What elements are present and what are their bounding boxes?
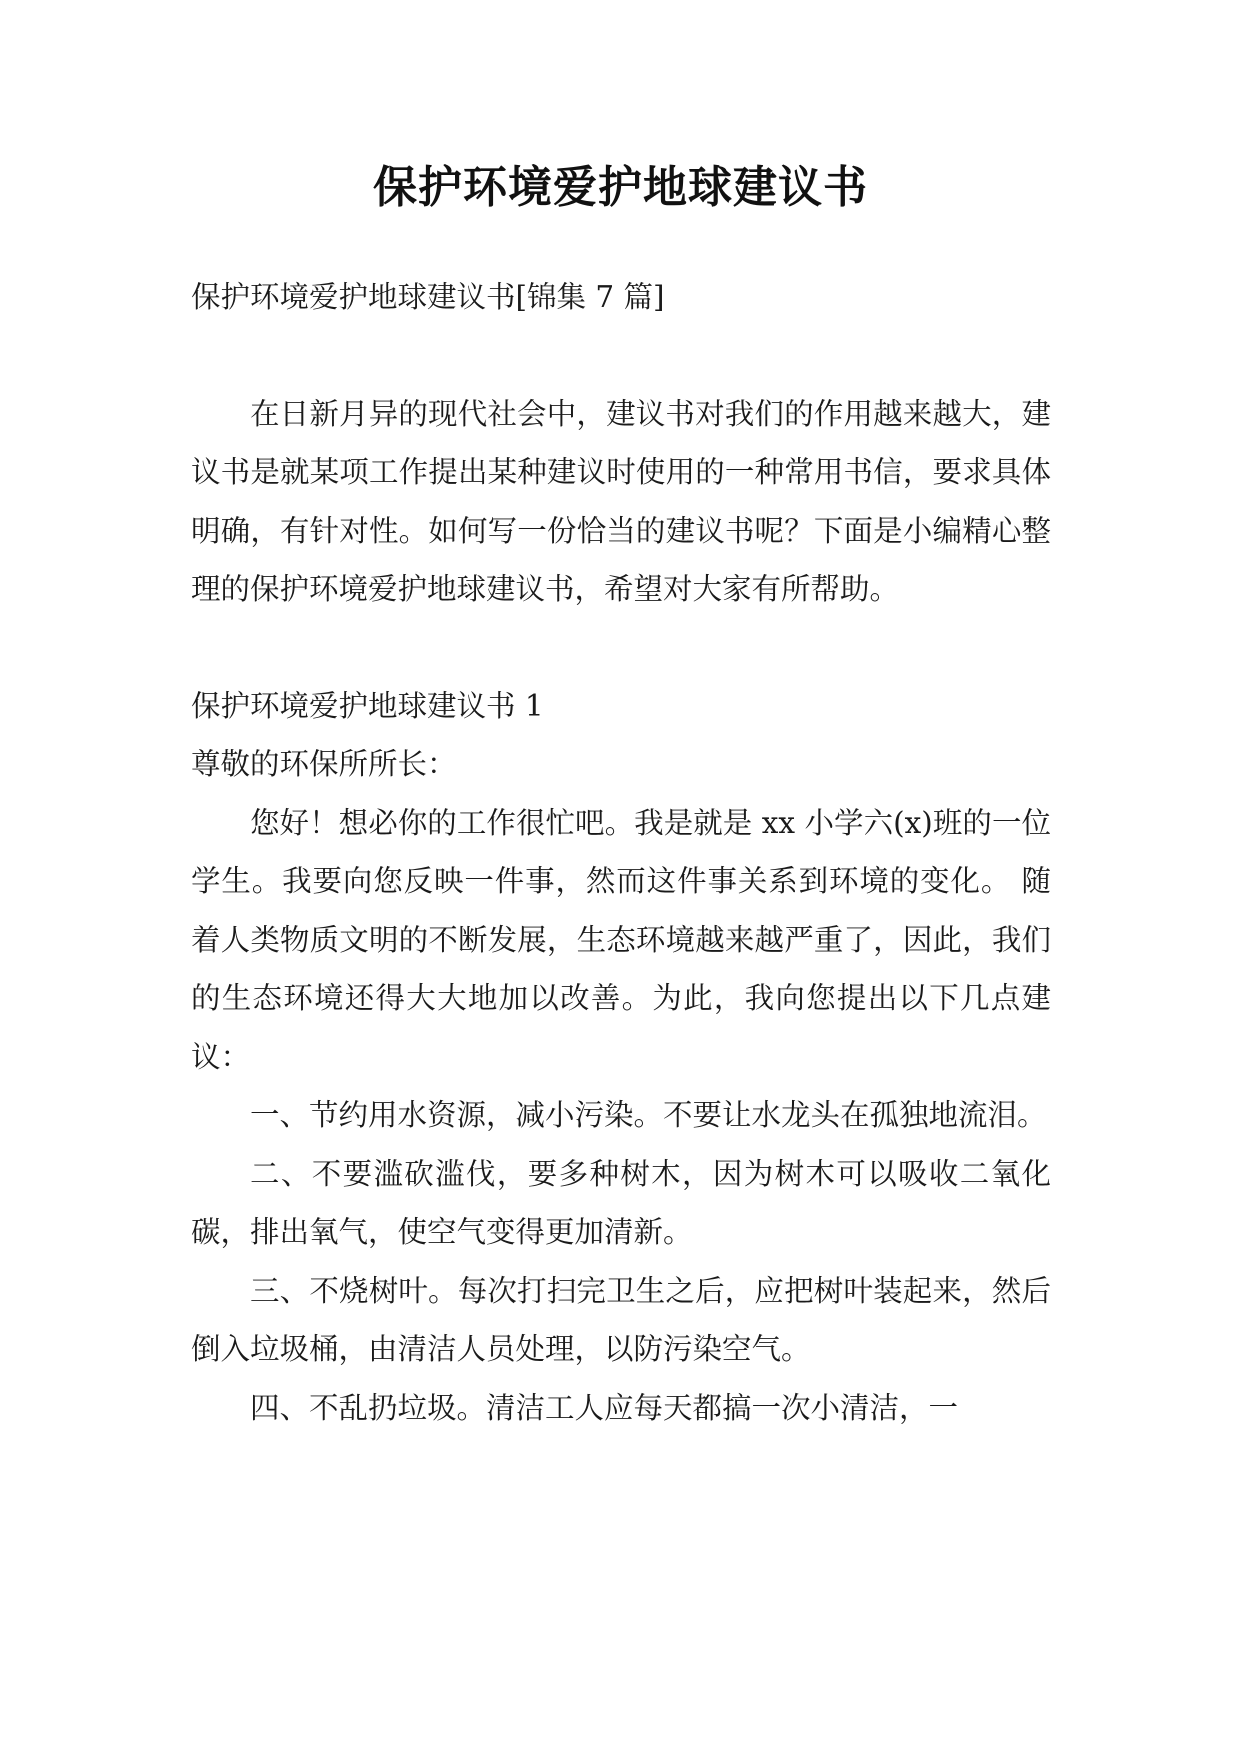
document-title: 保护环境爱护地球建议书 bbox=[373, 162, 868, 213]
suggestion-item: 二、不要滥砍滥伐，要多种树木，因为树木可以吸收二氧化碳，排出氧气，使空气变得更加清新。 bbox=[191, 1156, 1051, 1249]
document-body bbox=[191, 268, 1051, 1437]
intro-paragraph: 在日新月异的现代社会中，建议书对我们的作用越来越大，建议书是就某项工作提出某种建议时使用的一种常用书信，要求具体明确，有针对性。如何写一份恰当的建议书呢？下面是小编精心整理的保护环境爱护地球建议书，希望对大家有所帮助。 bbox=[191, 396, 1051, 606]
spacer bbox=[191, 327, 1051, 385]
suggestion-item: 三、不烧树叶。每次打扫完卫生之后，应把树叶装起来，然后倒入垃圾桶，由清洁人员处理，以防污染空气。 bbox=[191, 1273, 1051, 1366]
suggestion-item: 四、不乱扔垃圾。清洁工人应每天都搞一次小清洁，一 bbox=[250, 1390, 959, 1425]
section-heading: 保护环境爱护地球建议书 1 bbox=[191, 688, 544, 723]
body-paragraph: 您好！想必你的工作很忙吧。我是就是 xx 小学六(x)班的一位学生。我要向您反映一件事，然而这件事关系到环境的变化。 随着人类物质文明的不断发展，生态环境越来越严重了，因此，我们的生态环境还得大大地加以改善。为此，我向您提出以下几点建议： bbox=[191, 805, 1051, 1074]
letter-salutation: 尊敬的环保所所长： bbox=[191, 747, 457, 781]
spacer bbox=[191, 619, 1051, 677]
document-subtitle: 保护环境爱护地球建议书[锦集 7 篇] bbox=[191, 280, 665, 314]
suggestion-item: 一、节约用水资源，减小污染。不要让水龙头在孤独地流泪。 bbox=[250, 1098, 1047, 1132]
